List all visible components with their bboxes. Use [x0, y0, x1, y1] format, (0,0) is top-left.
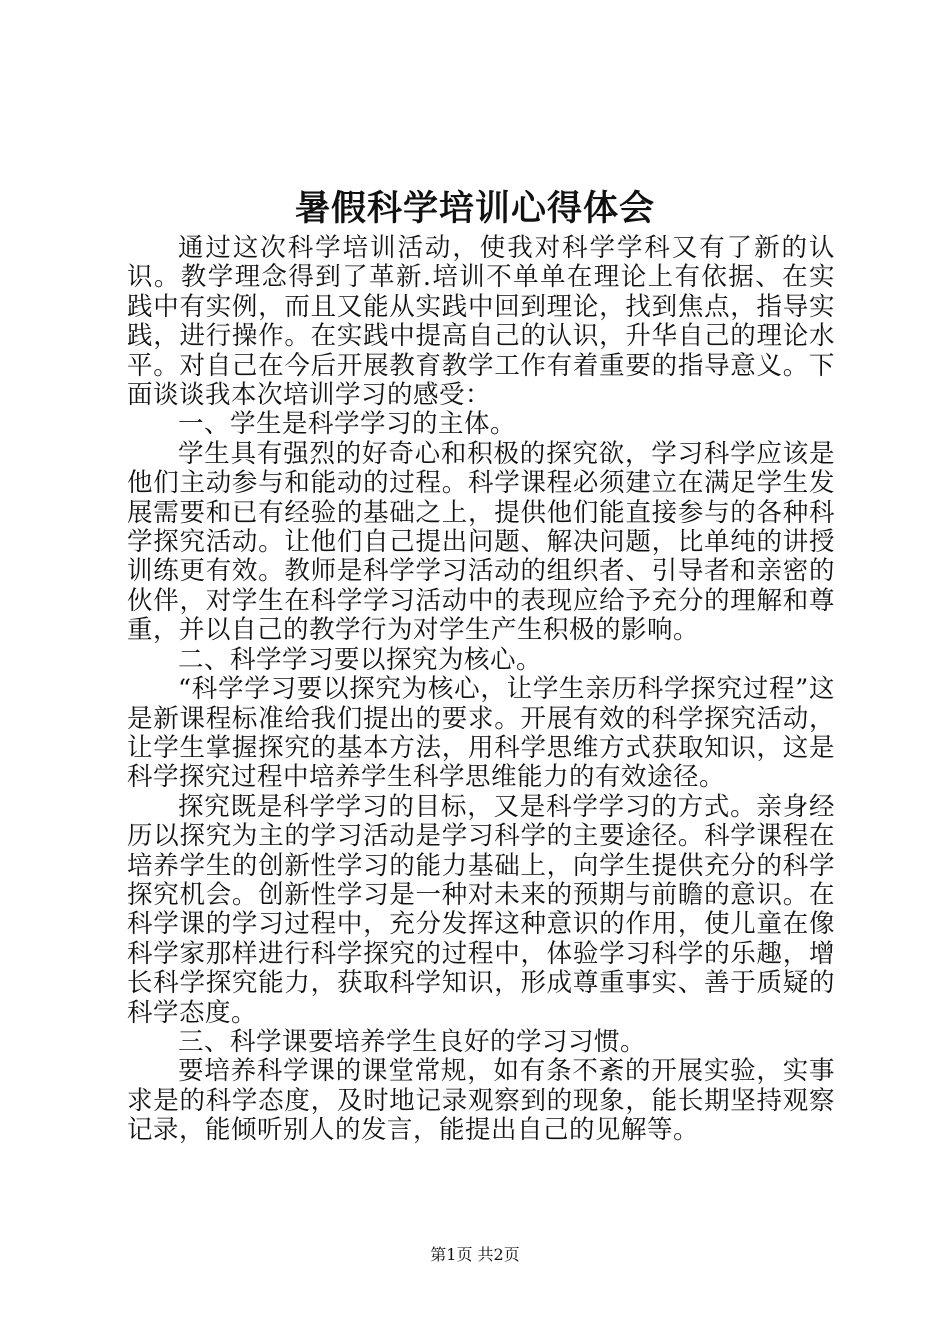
paragraph-section-2a: “科学学习要以探究为核心，让学生亲历科学探究过程”这是新课程标准给我们提出的要求。开展有效的科学探究活动，让学生掌握探究的基本方法，用科学思维方式获取知识，这是科学探究过程中培养学生科学思维能力的有效途径。 — [127, 674, 835, 793]
paragraph-section-3: 要培养科学课的课堂常规，如有条不紊的开展实验，实事求是的科学态度，及时地记录观察到的现象，能长期坚持观察记录，能倾听别人的发言，能提出自己的见解等。 — [127, 1056, 835, 1146]
paragraph-section-2b: 探究既是科学学习的目标，又是科学学习的方式。亲身经历以探究为主的学习活动是学习科学的主要途径。科学课程在培养学生的创新性学习的能力基础上，向学生提供充分的科学探究机会。创新性学习是一种对未来的预期与前瞻的意识。在科学课的学习过程中，充分发挥这种意识的作用，使儿童在像科学家那样进行科学探究的过程中，体验学习科学的乐趣，增长科学探究能力，获取科学知识，形成尊重事实、善于质疑的科学态度。 — [127, 791, 835, 1028]
document-body — [127, 234, 835, 1146]
page-title: 暑假科学培训心得体会 — [294, 188, 655, 229]
section-heading-1: 一、学生是科学学习的主体。 — [178, 409, 517, 440]
paragraph-intro: 通过这次科学培训活动，使我对科学学科又有了新的认识。教学理念得到了革新.培训不单单在理论上有依据、在实践中有实例，而且又能从实践中回到理论，找到焦点，指导实践，进行操作。在实践中提高自己的认识，升华自己的理论水平。对自己在今后开展教育教学工作有着重要的指导意义。下面谈谈我本次培训学习的感受： — [127, 233, 835, 411]
paragraph-section-1: 学生具有强烈的好奇心和积极的探究欲，学习科学应该是他们主动参与和能动的过程。科学课程必须建立在满足学生发展需要和已有经验的基础之上，提供他们能直接参与的各种科学探究活动。让他们自己提出问题、解决问题，比单纯的讲授训练更有效。教师是科学学习活动的组织者、引导者和亲密的伙伴，对学生在科学学习活动中的表现应给予充分的理解和尊重，并以自己的教学行为对学生产生积极的影响。 — [127, 438, 835, 646]
section-heading-2: 二、科学学习要以探究为核心。 — [178, 644, 543, 675]
section-heading-3: 三、科学课要培养学生良好的学习习惯。 — [178, 1026, 647, 1057]
page-number: 第1页 共2页 — [430, 1245, 520, 1264]
